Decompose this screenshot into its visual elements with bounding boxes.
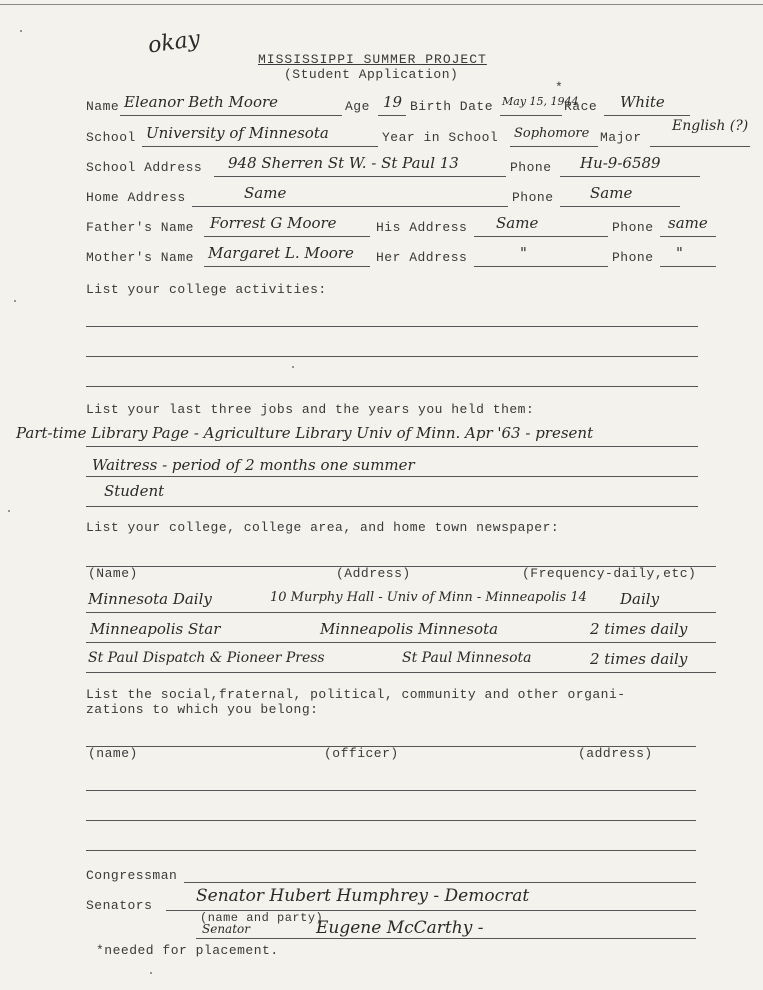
his-address-value: Same [496,214,539,232]
school-address-label: School Address [86,160,203,175]
jobs-label: List your last three jobs and the years you held them: [86,402,535,417]
major-label: Major [600,130,642,145]
newspaper-1-address: 10 Murphy Hall - Univ of Minn - Minneapolis 14 [270,590,587,605]
job-2: Waitress - period of 2 months one summer [92,456,415,474]
home-phone-label: Phone [512,190,554,205]
school-value: University of Minnesota [146,124,329,142]
school-phone-value: Hu-9-6589 [580,154,661,172]
job-1: Part-time Library Page - Agriculture Library Univ of Minn. Apr '63 - present [16,424,594,442]
name-party-note: (name and party) [200,911,324,925]
senator-2: Eugene McCarthy - [316,918,484,938]
asterisk-mark: * [555,80,564,95]
father-label: Father's Name [86,220,194,235]
her-address-label: Her Address [376,250,468,265]
name-label: Name [86,99,120,114]
mother-value: Margaret L. Moore [208,244,354,262]
newspaper-2-address: Minneapolis Minnesota [320,620,499,638]
age-label: Age [345,99,370,114]
father-phone-value: same [668,214,708,232]
school-address-value: 948 Sherren St W. - St Paul 13 [228,154,459,172]
home-address-label: Home Address [86,190,186,205]
newspaper-header-address: (Address) [336,566,411,581]
senators-label: Senators [86,898,153,913]
job-3: Student [104,482,165,500]
newspapers-label: List your college, college area, and home town newspaper: [86,520,560,535]
senator-2-prefix: Senator [202,922,250,936]
newspaper-1-name: Minnesota Daily [88,590,212,608]
senator-1: Senator Hubert Humphrey - Democrat [196,886,530,906]
age-value: 19 [383,93,403,111]
footnote: *needed for placement. [96,943,279,958]
org-header-officer: (officer) [324,746,399,761]
newspaper-header-frequency: (Frequency-daily,etc) [522,566,697,581]
birth-label: Birth Date [410,99,494,114]
newspaper-3-address: St Paul Minnesota [402,650,532,666]
mother-label: Mother's Name [86,250,194,265]
year-label: Year in School [382,130,499,145]
home-phone-value: Same [590,184,633,202]
home-address-value: Same [244,184,287,202]
newspaper-1-frequency: Daily [620,590,660,608]
org-header-address: (address) [578,746,653,761]
her-address-value: " [520,244,527,262]
race-value: White [620,93,665,111]
newspaper-header-name: (Name) [88,566,138,581]
activities-label: List your college activities: [86,282,327,297]
form-title: MISSISSIPPI SUMMER PROJECT [258,52,487,67]
newspaper-3-frequency: 2 times daily [590,650,688,668]
mother-phone-label: Phone [612,250,654,265]
birth-value: May 15, 1944 [502,95,579,108]
newspaper-2-frequency: 2 times daily [590,620,688,638]
newspaper-3-name: St Paul Dispatch & Pioneer Press [88,650,325,666]
father-phone-label: Phone [612,220,654,235]
top-edge [0,4,763,5]
congressman-label: Congressman [86,868,178,883]
father-value: Forrest G Moore [210,214,337,232]
school-phone-label: Phone [510,160,552,175]
major-value: English (?) [672,118,749,134]
school-label: School [86,130,136,145]
year-value: Sophomore [514,126,590,141]
mother-phone-value: " [676,244,683,262]
his-address-label: His Address [376,220,468,235]
orgs-label-line-2: zations to which you belong: [86,702,319,717]
orgs-label-line-1: List the social,fraternal, political, community and other organi- [86,687,626,702]
corner-note: okay [146,26,202,59]
newspaper-2-name: Minneapolis Star [90,620,221,638]
form-subtitle: (Student Application) [284,67,459,82]
org-header-name: (name) [88,746,138,761]
name-value: Eleanor Beth Moore [124,93,279,111]
race-label: Race [564,99,598,114]
